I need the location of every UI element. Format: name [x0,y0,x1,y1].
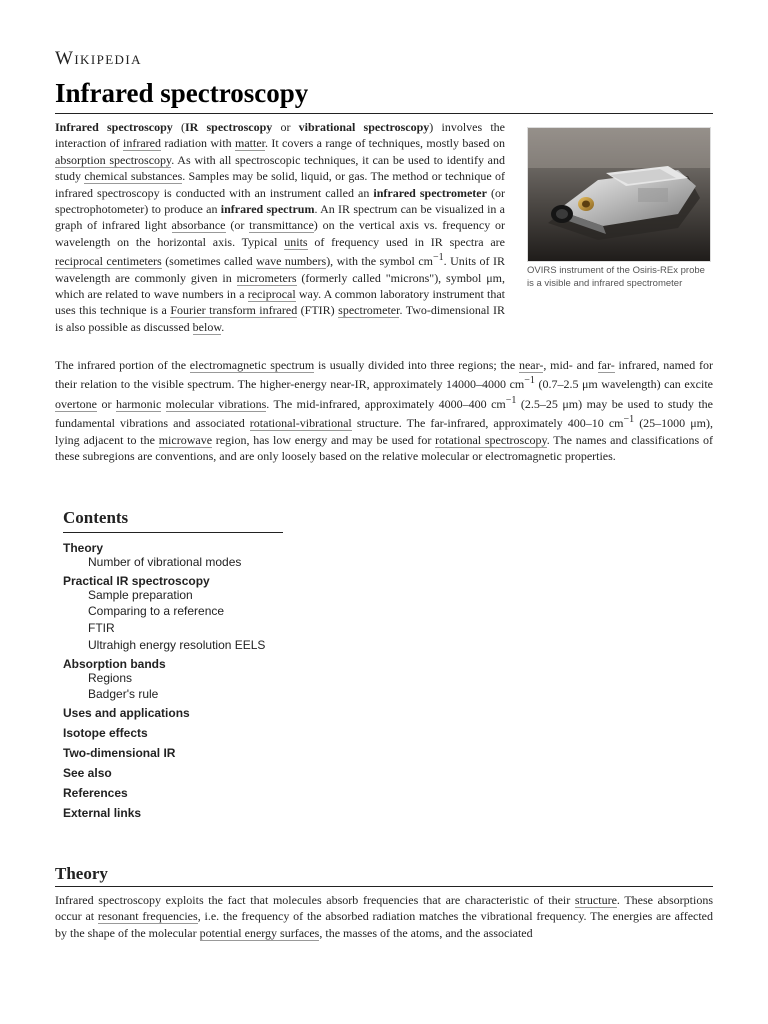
text-run: (2.5–25 μm) may be used to study the fundamental vibrations and associated [55,396,713,431]
toc-item [63,723,283,743]
regions-paragraph [55,357,713,464]
text-run: . The mid-infrared, approximately 4000–400 cm [266,396,506,411]
inline-link[interactable]: absorption spectroscopy [55,152,172,167]
text-run: radiation with [160,136,235,151]
text-run: The infrared portion of the [55,358,190,372]
text-run: way. A common laboratory instrument that uses this technique is a [55,287,505,318]
toc-sublist [63,587,283,654]
inline-link[interactable]: electromagnetic spectrum [189,358,315,372]
text-run: (or spectrophotometer) to produce an [55,185,505,217]
text-run: . These absorptions occur at [55,893,714,924]
text-run: ), with the symbol cm [326,254,433,269]
inline-link[interactable]: micrometers [236,270,297,285]
toc-item [63,743,283,763]
bold-term: IR spectroscopy [184,120,273,134]
text-run: ( [172,120,185,134]
inline-link[interactable]: chemical substances [84,169,183,184]
toc-sublist [63,670,283,703]
toc-item [63,803,283,823]
inline-link[interactable]: absorbance [171,218,226,233]
intro-paragraph [55,119,505,335]
toc-divider [63,532,283,533]
inline-link[interactable]: Fourier transform infrared [170,303,298,318]
inline-link[interactable]: microwave [158,432,213,447]
table-of-contents [63,508,283,823]
toc-item [63,538,283,571]
text-run: . Two-dimensional IR is also possible as discussed [55,303,505,334]
inline-link[interactable]: rotational-vibrational [249,416,352,431]
toc-link[interactable]: Two-dimensional IR [63,745,176,760]
toc-link[interactable]: Uses and applications [63,705,190,720]
toc-subitem-link[interactable]: Regions [88,670,133,685]
text-run: is usually divided into three regions; the [314,358,519,372]
toc-subitem-link[interactable]: Comparing to a reference [88,604,225,619]
text-run: infrared, named for their relation to the visible spectrum. The higher-energy near-IR, approximately 14000–4000 cm [55,358,714,392]
inline-link[interactable]: potential energy surfaces [199,925,320,940]
text-run: , the masses of the atoms, and the associated [319,925,533,940]
inline-link[interactable]: rotational spectroscopy [435,432,547,447]
toc-link[interactable]: Practical IR spectroscopy [63,573,210,588]
inline-link[interactable]: transmittance [249,218,314,233]
toc-subitem-link[interactable]: Sample preparation [88,587,193,602]
bold-term: Infrared spectroscopy [55,120,173,134]
toc-title: Contents [63,508,129,527]
bold-term: vibrational spectroscopy [298,120,430,134]
page-title: Infrared spectroscopy [55,78,309,108]
superscript: −1 [524,375,535,387]
inline-link[interactable]: molecular vibrations [165,396,267,411]
text-run: ) on the vertical axis vs. frequency or wavelength on the horizontal axis. Typical [55,218,506,249]
text-run: . Units of IR wavelength are commonly given in [55,254,505,285]
superscript: −1 [505,394,517,406]
inline-link[interactable]: matter [235,136,265,151]
inline-link[interactable]: spectrometer [338,303,400,318]
toc-item [63,763,283,783]
toc-link[interactable]: References [63,785,128,800]
section-heading-theory: Theory [55,864,108,883]
text-run: Infrared spectroscopy exploits the fact that molecules absorb frequencies that are characteristic of their [55,893,575,907]
infobox-figure [527,127,709,290]
toc-link[interactable]: Theory [63,541,104,555]
inline-link[interactable]: resonant frequencies [97,909,198,924]
toc-item [63,571,283,654]
superscript: −1 [623,414,635,426]
text-run: (formerly called "microns"), symbol μm, which are related to wave numbers in a [55,270,505,302]
toc-link[interactable]: Isotope effects [63,725,148,740]
inline-link[interactable]: harmonic [115,396,162,411]
section-divider [55,886,713,887]
toc-link[interactable]: External links [63,805,142,820]
text-run: . As with all spectroscopic techniques, it can be used to identify and study [55,152,505,184]
text-run: or [272,120,299,134]
text-run: (sometimes called [161,254,257,269]
inline-link[interactable]: reciprocal centimeters [55,254,162,269]
bold-term: infrared spectrometer [373,185,487,200]
inline-link[interactable]: near- [518,358,544,372]
inline-link[interactable]: units [284,234,308,249]
text-run: (or [225,218,250,233]
inline-link[interactable]: reciprocal [247,287,296,302]
wikipedia-wordmark[interactable]: Wikipedia [55,48,142,69]
toc-subitem-link[interactable]: Ultrahigh energy resolution EELS [88,637,266,652]
toc-item [63,783,283,803]
spectrometer-photo[interactable] [527,127,711,262]
toc-item [63,703,283,723]
text-run: , mid- and [543,358,598,372]
text-run: . An IR spectrum can be visualized in a graph of infrared light [55,202,506,233]
text-run: , i.e. the frequency of the absorbed radiation matches the vibrational frequency. The energies are affected by the shape of the molecular [55,909,714,940]
text-run: . The names and classifications of these subregions are conventions, and are only loosely based on the relative molecular or electromagnetic properties. [55,432,713,464]
inline-link[interactable]: below [192,319,222,334]
toc-list [63,538,283,823]
toc-sublist [63,554,283,571]
text-run: structure. The far-infrared, approximately 400–10 cm [351,416,624,431]
text-run: (FTIR) [297,303,339,318]
inline-link[interactable]: overtone [55,396,97,411]
text-run: or [96,396,116,411]
text-run: . Samples may be solid, liquid, or gas. The method or technique of infrared spectroscopy is conducted with an instrument called an [55,169,505,200]
inline-link[interactable]: infrared [123,136,161,151]
title-divider [55,113,713,114]
toc-item [63,654,283,703]
text-run: (0.7–2.5 μm wavelength) can excite [534,377,713,392]
text-run: . It covers a range of techniques, mostly based on [265,136,506,151]
text-run: region, has low energy and may be used for [212,432,436,447]
text-run: ) involves the interaction of [55,120,506,151]
toc-subitem-link[interactable]: Number of vibrational modes [88,555,242,569]
text-run: . [221,319,225,334]
text-run: (25–1000 μm), lying adjacent to the [55,416,713,447]
bold-term: infrared spectrum [220,202,315,217]
inline-link[interactable]: structure [574,893,617,907]
theory-paragraph [55,892,713,941]
inline-link[interactable]: wave numbers [256,254,327,269]
text-run: of frequency used in IR spectra are [307,234,505,249]
inline-link[interactable]: far- [597,358,615,372]
toc-link[interactable]: Absorption bands [63,656,166,671]
toc-link[interactable]: See also [63,765,112,780]
superscript: −1 [433,252,444,264]
toc-subitem-link[interactable]: FTIR [88,621,115,636]
figure-caption: OVIRS instrument of the Osiris-REx probe is a visible and infrared spectrometer [527,265,705,289]
toc-subitem-link[interactable]: Badger's rule [88,687,159,702]
